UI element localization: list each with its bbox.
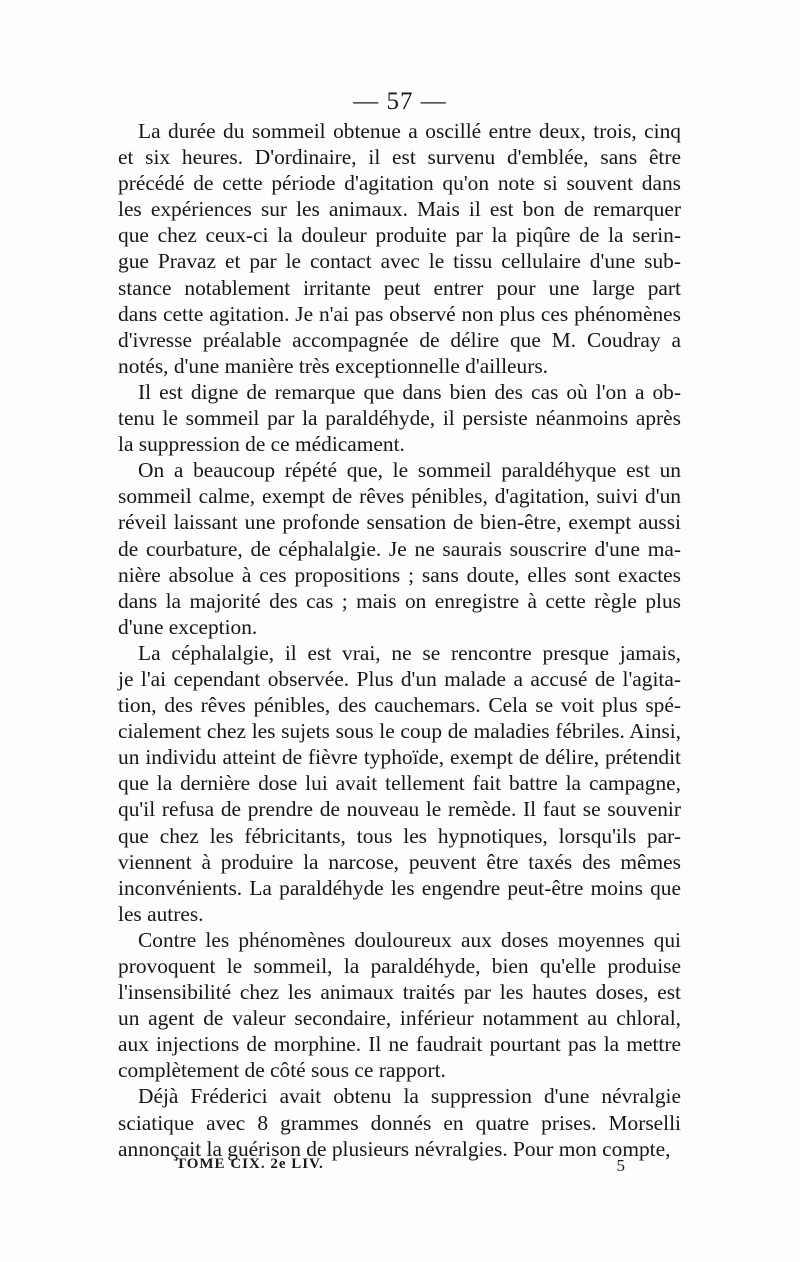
text-line: les expériences sur les animaux. Mais il est bon de remarquer <box>118 197 681 222</box>
text-line: tenu le sommeil par la paraldéhyde, il persiste néanmoins après <box>118 406 681 431</box>
text-line: la suppression de ce médicament. <box>118 432 405 457</box>
text-line: tion, des rêves pénibles, des cauchemars. Cela se voit plus spé- <box>118 693 681 718</box>
footer-sheet-number: 5 <box>616 1156 626 1175</box>
text-line: complètement de côté sous ce rapport. <box>118 1058 446 1083</box>
text-line: que chez ceux-ci la douleur produite par la piqûre de la serin- <box>118 223 681 248</box>
text-line: notés, d'une manière très exceptionnelle d'ailleurs. <box>118 353 549 378</box>
paragraph <box>118 457 681 640</box>
text-line: l'insensibilité chez les animaux traités par les hautes doses, est <box>118 980 681 1005</box>
text-line: viennent à produire la narcose, peuvent être taxés des mêmes <box>118 849 681 874</box>
text-line: La céphalalgie, il est vrai, ne se rencontre presque jamais, <box>138 640 681 665</box>
text-line: provoquent le sommeil, la paraldéhyde, bien qu'elle produise <box>118 954 681 978</box>
text-line: Contre les phénomènes douloureux aux doses moyennes qui <box>138 927 681 952</box>
text-line: d'ivresse préalable accompagnée de délire que M. Coudray a <box>118 327 681 352</box>
text-line: que chez les fébricitants, tous les hypnotiques, lorsqu'ils par- <box>118 823 681 848</box>
text-line: aux injections de morphine. Il ne faudrait pourtant pas la mettre <box>118 1032 681 1057</box>
text-line: Il est digne de remarque que dans bien des cas où l'on a ob- <box>138 379 681 404</box>
text-line: inconvénients. La paraldéhyde les engendre peut-être moins que <box>118 875 681 900</box>
text-line: un individu atteint de fièvre typhoïde, exempt de délire, prétendit <box>118 745 681 770</box>
text-line: d'une exception. <box>118 614 258 639</box>
text-line: dans la majorité des cas ; mais on enregistre à cette règle plus <box>118 588 681 613</box>
text-line: cialement chez les sujets sous le coup de maladies fébriles. Ainsi, <box>118 719 681 744</box>
page-number: — 57 — <box>353 88 447 115</box>
body-text <box>118 118 681 1162</box>
text-line: La durée du sommeil obtenue a oscillé entre deux, trois, cinq <box>138 119 681 143</box>
text-line: stance notablement irritante peut entrer pour une large part <box>118 275 681 300</box>
paragraph <box>118 1083 681 1161</box>
text-line: sommeil calme, exempt de rêves pénibles, d'agitation, suivi d'un <box>118 484 681 509</box>
footer-signature: TOME CIX. 2e LIV. <box>176 1156 324 1172</box>
text-line: sciatique avec 8 grammes donnés en quatre prises. Morselli <box>118 1110 681 1135</box>
text-line: de courbature, de céphalalgie. Je ne saurais souscrire d'une ma- <box>118 536 681 561</box>
text-line: gue Pravaz et par le contact avec le tissu cellulaire d'une sub- <box>118 249 681 274</box>
text-line: nière absolue à ces propositions ; sans doute, elles sont exactes <box>118 562 681 587</box>
paragraph <box>118 927 681 1084</box>
text-line: et six heures. D'ordinaire, il est survenu d'emblée, sans être <box>118 145 681 170</box>
text-line: un agent de valeur secondaire, inférieur notamment au chloral, <box>118 1006 681 1031</box>
paragraph <box>118 379 681 457</box>
text-line: précédé de cette période d'agitation qu'on note si souvent dans <box>118 171 681 196</box>
paragraph <box>118 118 681 379</box>
text-line: Déjà Fréderici avait obtenu la suppression d'une névralgie <box>138 1084 681 1109</box>
text-line: je l'ai cependant observée. Plus d'un malade a accusé de l'agita- <box>118 666 681 691</box>
text-line: On a beaucoup répété que, le sommeil paraldéhyque est un <box>138 458 681 483</box>
paragraph <box>118 640 681 927</box>
text-line: dans cette agitation. Je n'ai pas observé non plus ces phénomènes <box>118 301 681 326</box>
text-line: annonçait la guérison de plusieurs névralgies. Pour mon compte, <box>118 1136 671 1161</box>
text-line: que la dernière dose lui avait tellement fait battre la campagne, <box>118 771 681 796</box>
text-line: les autres. <box>118 901 204 926</box>
text-line: réveil laissant une profonde sensation de bien-être, exempt aussi <box>118 510 681 535</box>
text-line: qu'il refusa de prendre de nouveau le remède. Il faut se souvenir <box>118 797 681 822</box>
